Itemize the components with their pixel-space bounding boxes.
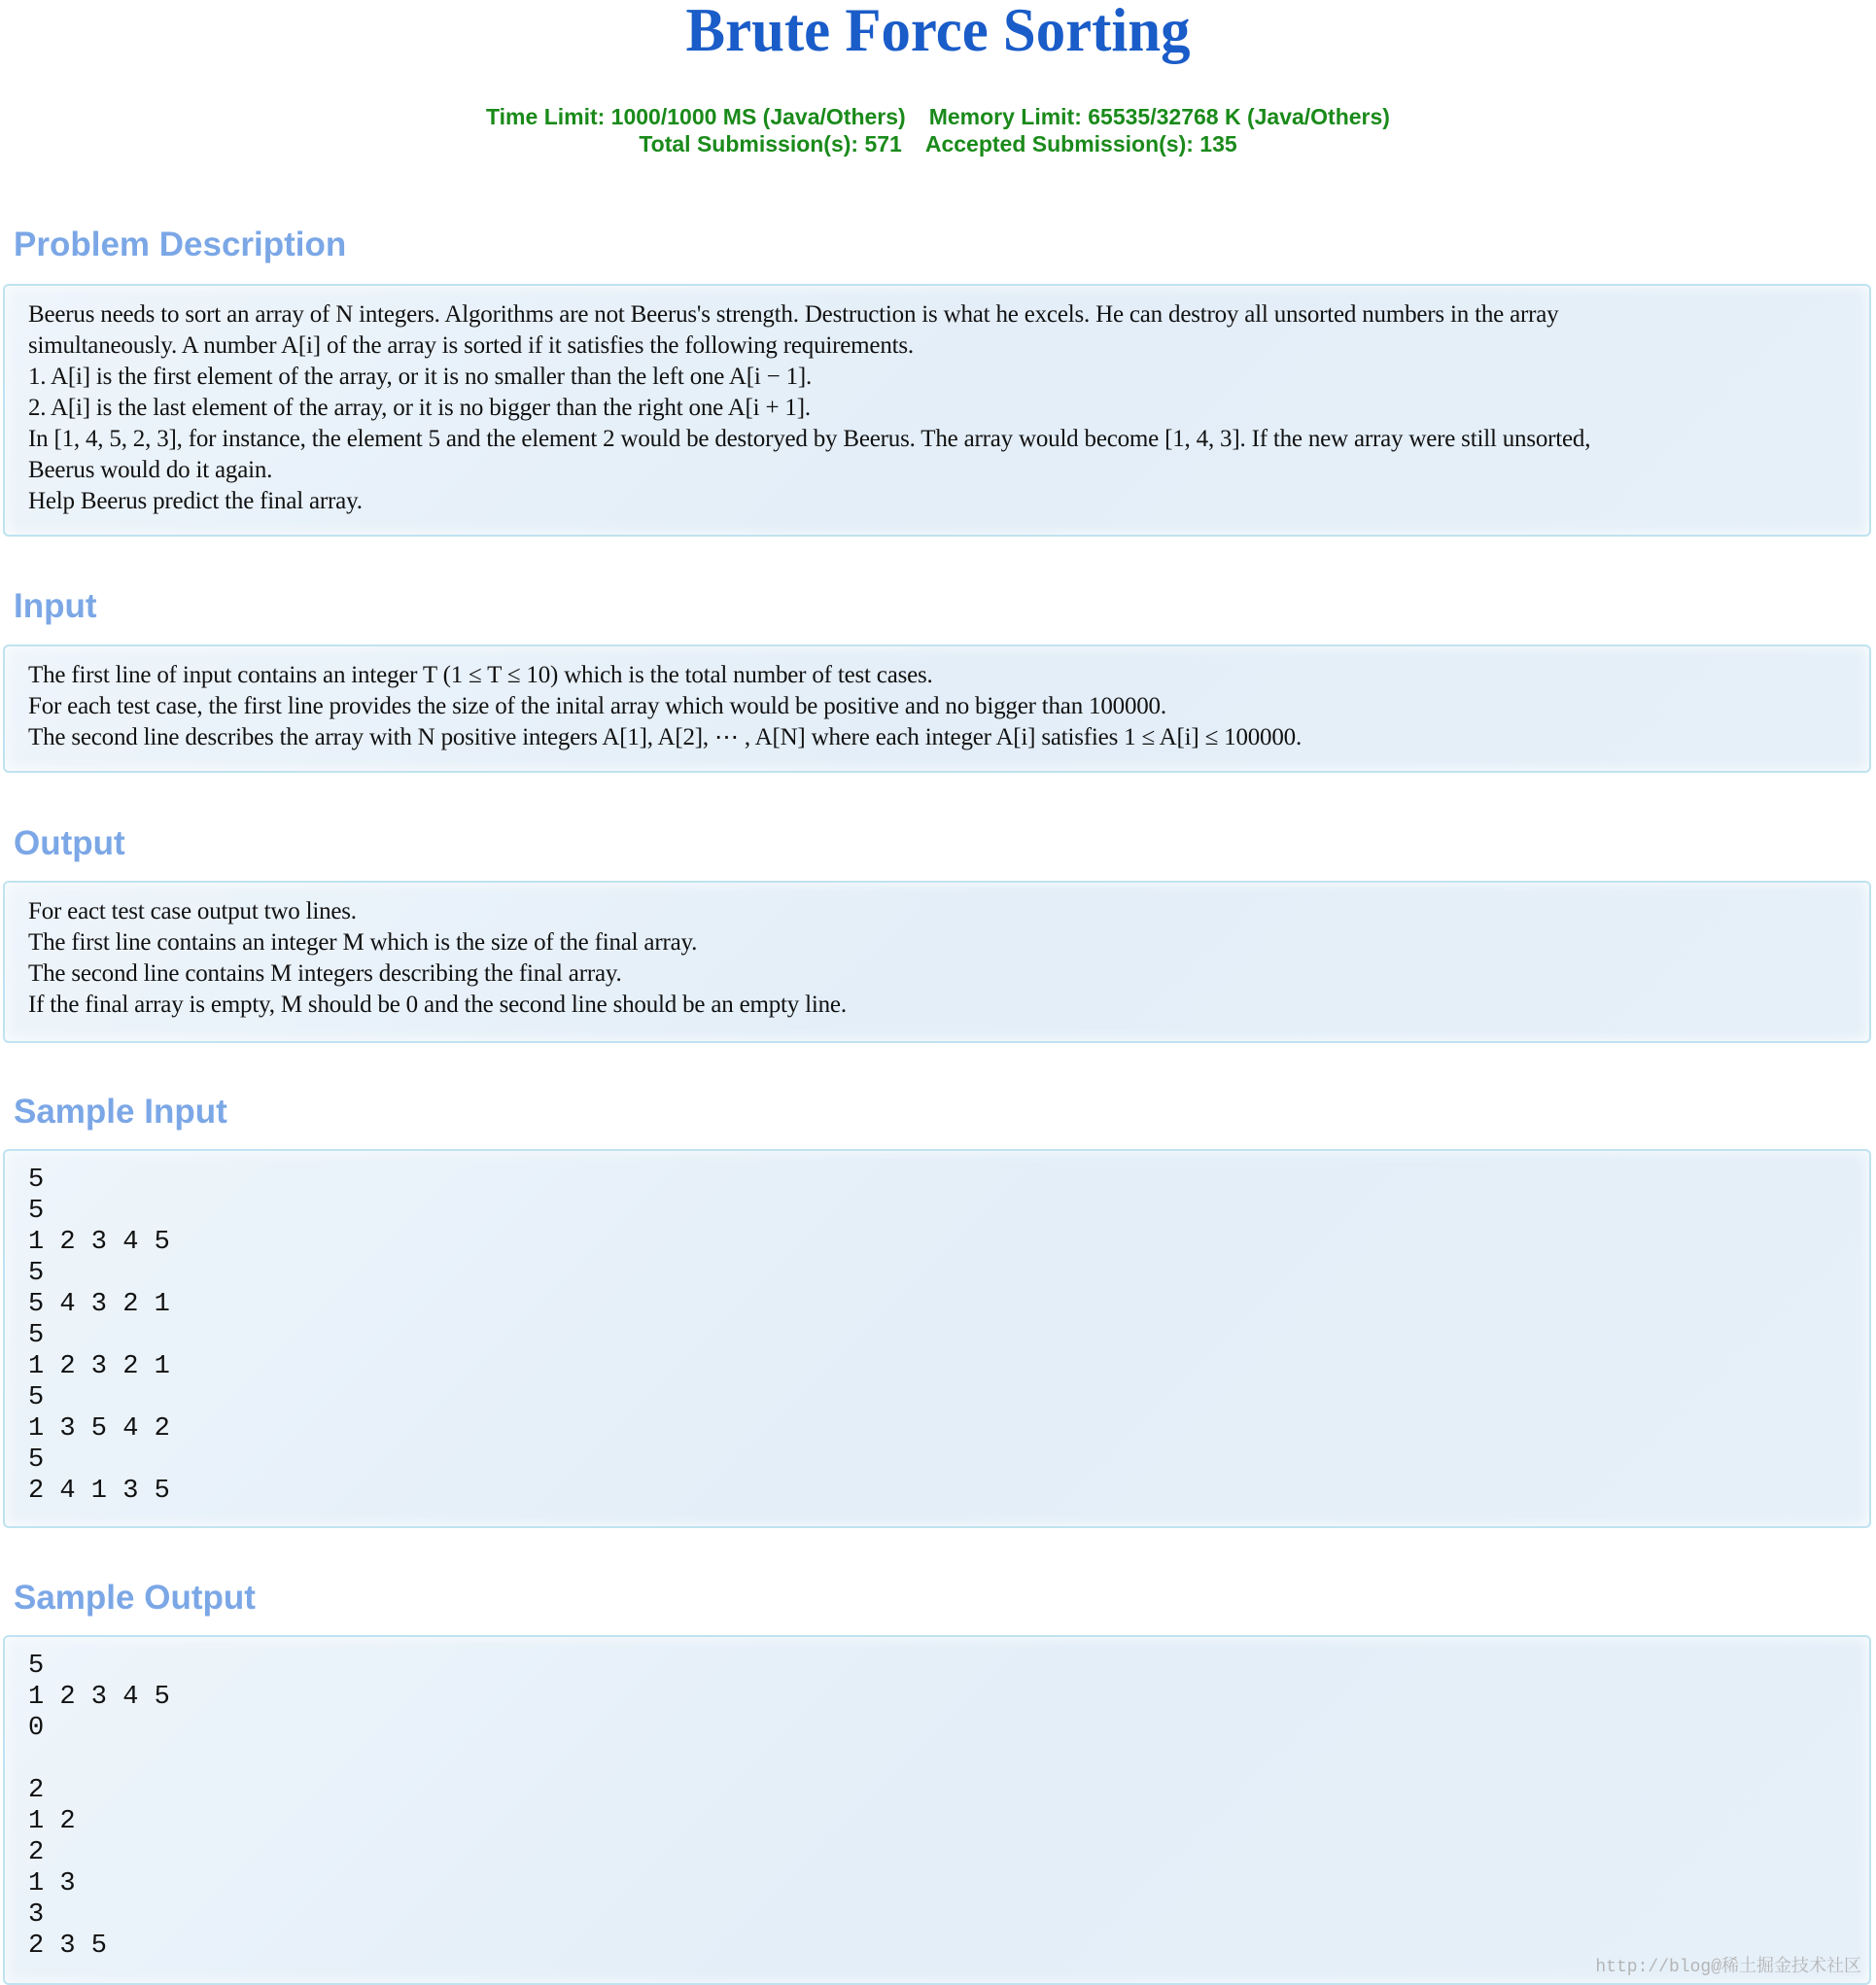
text-line: The second line contains M integers describing the final array. <box>28 960 622 987</box>
text-line: For each test case, the first line provides the size of the inital array which would be positive and no bigger than 100000. <box>28 693 1166 719</box>
input-text <box>28 660 1846 753</box>
sample-output-box <box>3 1635 1871 1985</box>
sample-input-box <box>3 1149 1871 1528</box>
text-line: The second line describes the array with N positive integers A[1], A[2], ⋯ , A[N] where each integer A[i] satisfies 1 ≤ A[i] ≤ 100000. <box>28 724 1303 750</box>
heading-sample-input: Sample Input <box>14 1093 227 1131</box>
heading-output: Output <box>14 824 125 862</box>
text-line: The first line contains an integer M which is the size of the final array. <box>28 929 698 956</box>
text-line: If the final array is empty, M should be 0 and the second line should be an empty line. <box>28 992 847 1018</box>
text-line: In [1, 4, 5, 2, 3], for instance, the element 5 and the element 2 would be destoryed by Beerus. The array would become [1, 4, 3]. If the new array were still unsorted, <box>28 426 1591 452</box>
problem-limits <box>0 103 1876 157</box>
problem-description-text <box>28 299 1846 517</box>
problem-description-box <box>3 284 1871 537</box>
total-submissions: Total Submission(s): 571 <box>639 131 902 157</box>
output-text <box>28 896 1846 1021</box>
text-line: Beerus needs to sort an array of N integers. Algorithms are not Beerus's strength. Destruction is what he excels. He can destroy all unsorted numbers in the array <box>28 301 1559 328</box>
text-line: Beerus would do it again. <box>28 457 273 483</box>
problem-title: Brute Force Sorting <box>685 0 1191 64</box>
text-line: 2. A[i] is the last element of the array, or it is no bigger than the right one A[i + 1]. <box>28 395 811 421</box>
watermark: http://blog@稀土掘金技术社区 <box>1595 1958 1861 1977</box>
heading-problem-description: Problem Description <box>14 226 347 263</box>
text-line: Help Beerus predict the final array. <box>28 488 363 514</box>
text-line: The first line of input contains an integer T (1 ≤ T ≤ 10) which is the total number of test cases. <box>28 662 933 688</box>
sample-input-code: 5 5 1 2 3 4 5 5 5 4 3 2 1 5 1 2 3 2 1 5 1 3 5 4 2 5 2 4 1 3 5 <box>28 1166 170 1506</box>
text-line: For eact test case output two lines. <box>28 898 357 924</box>
input-box <box>3 644 1871 773</box>
sample-output-code: 5 1 2 3 4 5 0 2 1 2 2 1 3 3 2 3 5 <box>28 1652 170 1961</box>
time-limit: Time Limit: 1000/1000 MS (Java/Others) <box>486 104 906 129</box>
accepted-submissions: Accepted Submission(s): 135 <box>924 131 1237 157</box>
heading-sample-output: Sample Output <box>14 1579 256 1617</box>
memory-limit: Memory Limit: 65535/32768 K (Java/Others) <box>928 104 1390 129</box>
text-line: 1. A[i] is the first element of the array, or it is no smaller than the left one A[i − 1]. <box>28 364 813 390</box>
output-box <box>3 881 1871 1043</box>
heading-input: Input <box>14 587 97 625</box>
text-line: simultaneously. A number A[i] of the array is sorted if it satisfies the following requirements. <box>28 332 914 359</box>
